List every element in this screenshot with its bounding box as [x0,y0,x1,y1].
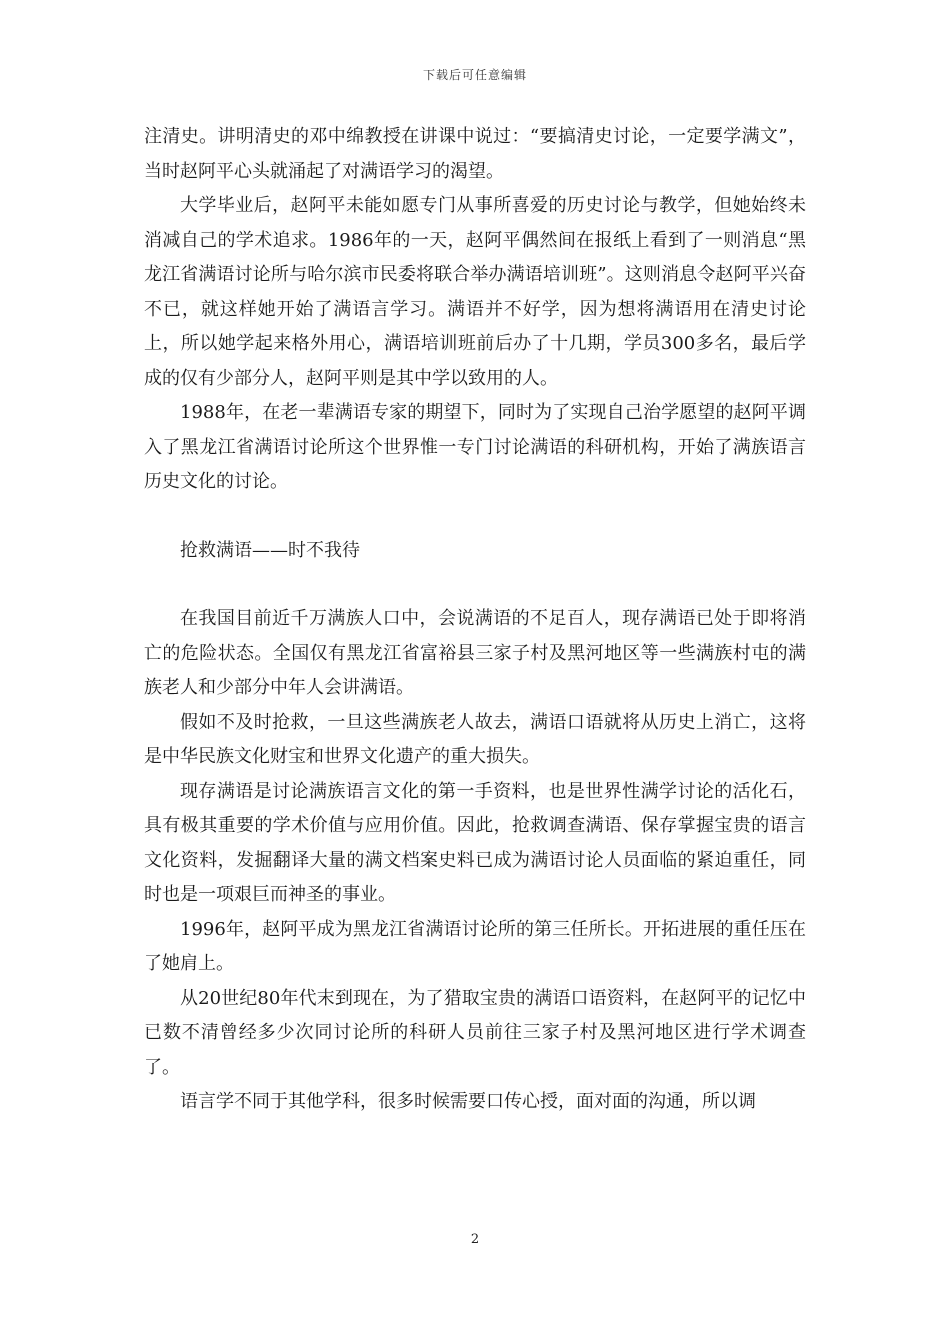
paragraph-6: 现存满语是讨论满族语言文化的第一手资料，也是世界性满学讨论的活化石，具有极其重要的学术价值与应用价值。因此，抢救调查满语、保存掌握宝贵的语言文化资料，发掘翻译大量的满文档案史料已成为满语讨论人员面临的紧迫重任，同时也是一项艰巨而神圣的事业。 [144,780,806,905]
paragraph-8: 从20世纪80年代末到现在，为了猎取宝贵的满语口语资料，在赵阿平的记忆中已数不清曾经多少次同讨论所的科研人员前往三家子村及黑河地区进行学术调查了。 [144,987,806,1078]
paragraph-5: 假如不及时抢救，一旦这些满族老人故去，满语口语就将从历史上消亡，这将是中华民族文化财宝和世界文化遗产的重大损失。 [144,711,806,767]
spacer [144,568,806,602]
paragraph-4: 在我国目前近千万满族人口中，会说满语的不足百人，现存满语已处于即将消亡的危险状态。全国仅有黑龙江省富裕县三家子村及黑河地区等一些满族村屯的满族老人和少部分中年人会讲满语。 [144,608,806,698]
section-heading: 抢救满语——时不我待 [180,539,360,561]
document-body [144,120,806,1120]
paragraph-9: 语言学不同于其他学科，很多时候需要口传心授，面对面的沟通，所以调 [180,1091,756,1112]
page-number: 2 [470,1232,480,1247]
paragraph-3: 1988年，在老一辈满语专家的期望下，同时为了实现自己治学愿望的赵阿平调入了黑龙江省满语讨论所这个世界惟一专门讨论满语的科研机构，开始了满族语言历史文化的讨论。 [144,402,806,492]
spacer [144,500,806,534]
paragraph-7: 1996年，赵阿平成为黑龙江省满语讨论所的第三任所长。开拓进展的重任压在了她肩上。 [144,918,806,974]
paragraph-1: 注清史。讲明清史的邓中绵教授在讲课中说过：“要搞清史讨论，一定要学满文”，当时赵阿平心头就涌起了对满语学习的渴望。 [144,126,806,182]
paragraph-2: 大学毕业后，赵阿平未能如愿专门从事所喜爱的历史讨论与教学，但她始终未消减自己的学术追求。1986年的一天，赵阿平偶然间在报纸上看到了一则消息“黑龙江省满语讨论所与哈尔滨市民委将联合举办满语培训班”。这则消息令赵阿平兴奋不已，就这样她开始了满语言学习。满语并不好学，因为想将满语用在清史讨论上，所以她学起来格外用心，满语培训班前后办了十几期，学员300多名，最后学成的仅有少部分人，赵阿平则是其中学以致用的人。 [144,195,806,389]
page-header: 下载后可任意编辑 [422,68,527,82]
